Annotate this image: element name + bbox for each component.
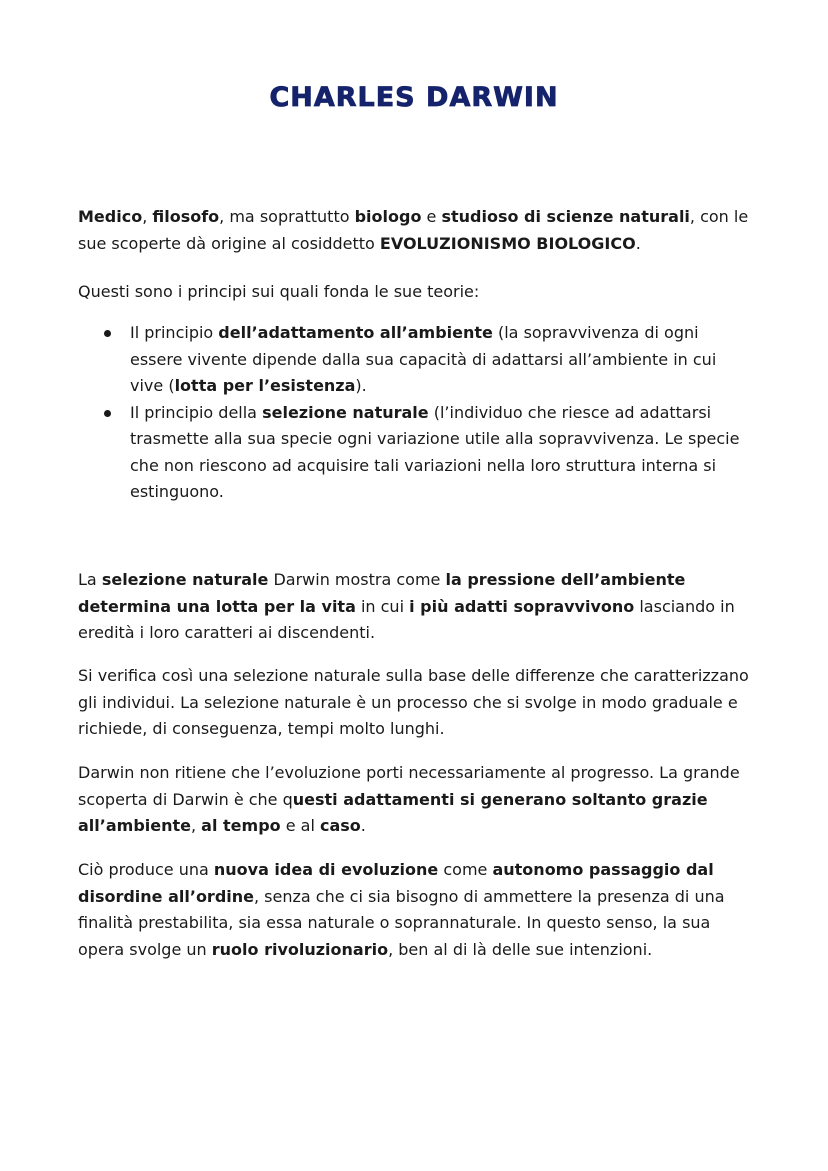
bold-text: selezione naturale bbox=[101, 570, 269, 589]
text-span: , bbox=[191, 816, 202, 835]
conclusion-paragraph bbox=[78, 857, 750, 963]
bold-text: uesti adattamenti si generano soltanto grazie all’ambiente bbox=[78, 789, 708, 835]
text-span: , ma soprattutto bbox=[219, 207, 355, 226]
text-span: La bbox=[78, 570, 102, 589]
bold-text: autonomo passaggio dal disordine all’ordine bbox=[78, 860, 714, 906]
gradual-process-paragraph: Si verifica così una selezione naturale sulla base delle differenze che caratterizzano gli individui. La selezione naturale è un processo che si svolge in modo graduale e richiede, di conseguenza, tempi molto lunghi. bbox=[78, 666, 749, 738]
bold-text: lotta per l’esistenza bbox=[174, 376, 356, 395]
principles-intro: Questi sono i principi sui quali fonda le sue teorie: bbox=[78, 282, 480, 301]
bold-text: i più adatti sopravvivono bbox=[409, 596, 635, 616]
text-span: . bbox=[635, 233, 641, 253]
text-span: , senza che ci sia bisogno di ammettere la presenza di una finalità prestabilita, sia essa naturale o soprannaturale. In questo senso, la sua opera svolge un bbox=[78, 886, 725, 959]
bold-text: filosofo bbox=[152, 207, 220, 226]
text-span: , bbox=[142, 207, 153, 226]
bullet-icon bbox=[104, 410, 111, 417]
text-span: Il principio della bbox=[130, 402, 263, 422]
bold-text: al tempo bbox=[201, 816, 281, 835]
progress-paragraph bbox=[78, 760, 750, 840]
intro-paragraph bbox=[78, 204, 750, 257]
page-title: CHARLES DARWIN bbox=[269, 82, 559, 113]
text-span: . bbox=[360, 816, 366, 835]
bold-text: nuova idea di evoluzione bbox=[213, 860, 439, 879]
bold-text: dell’adattamento all’ambiente bbox=[218, 323, 493, 342]
text-span: come bbox=[438, 860, 493, 879]
natural-selection-paragraph bbox=[78, 567, 750, 647]
bold-text: selezione naturale bbox=[262, 402, 429, 422]
text-span: Ciò produce una bbox=[78, 860, 214, 879]
bold-text: Medico bbox=[78, 207, 143, 226]
list-item bbox=[78, 400, 750, 506]
text-span: Darwin non ritiene che l’evoluzione porti necessariamente al progresso. La grande scoperta di Darwin è che q bbox=[78, 763, 740, 809]
bold-text: studioso di scienze naturali bbox=[441, 207, 690, 226]
bullet-icon bbox=[104, 330, 111, 337]
text-span: , ben al di là delle sue intenzioni. bbox=[388, 939, 653, 959]
bold-text: EVOLUZIONISMO BIOLOGICO bbox=[379, 233, 636, 253]
text-span: , con le sue scoperte dà origine al cosiddetto bbox=[78, 207, 749, 253]
principles-list bbox=[78, 320, 750, 506]
text-span: e bbox=[421, 207, 442, 226]
list-item bbox=[78, 320, 750, 400]
text-span: (la sopravvivenza di ogni essere vivente dipende dalla sua capacità di adattarsi all’ambiente in cui vive ( bbox=[130, 323, 717, 395]
text-span: Il principio bbox=[130, 323, 219, 342]
text-span: in cui bbox=[355, 596, 410, 616]
text-span: lasciando in eredità i loro caratteri ai discendenti. bbox=[78, 596, 735, 642]
bold-text: ruolo rivoluzionario bbox=[211, 939, 389, 959]
text-span: ). bbox=[355, 376, 367, 395]
text-span: (l’individuo che riesce ad adattarsi trasmette alla sua specie ogni variazione utile alla sopravvivenza. Le specie che non riescono ad acquisire tali variazioni nella loro struttura interna si estinguono. bbox=[130, 402, 740, 501]
bold-text: biologo bbox=[354, 207, 422, 226]
bold-text: caso bbox=[320, 816, 361, 835]
text-span: e al bbox=[280, 816, 320, 835]
text-span: Darwin mostra come bbox=[268, 570, 446, 589]
bold-text: la pressione dell’ambiente determina una lotta per la vita bbox=[78, 570, 686, 616]
